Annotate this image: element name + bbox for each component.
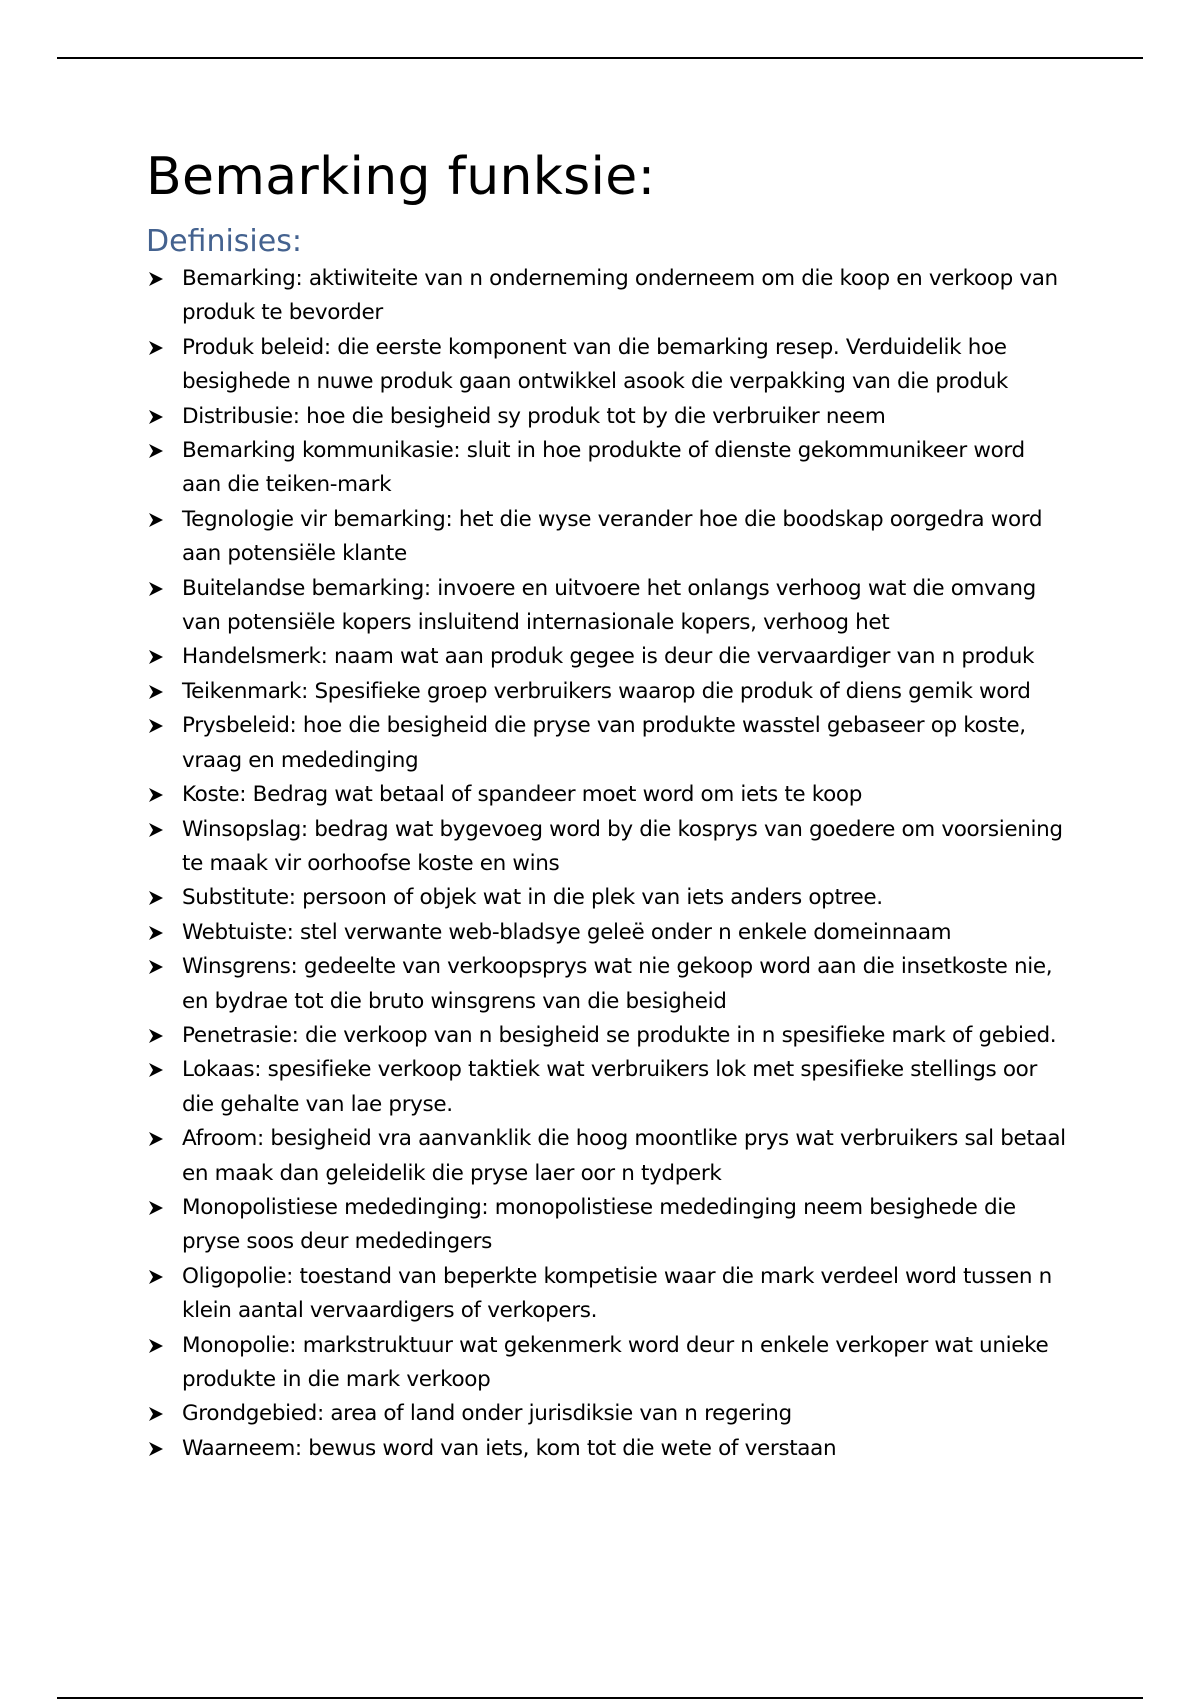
arrowhead-bullet-icon [146, 1053, 166, 1087]
page-title: Bemarking funksie: [146, 147, 656, 207]
definition-text: Distribusie: hoe die besigheid sy produk tot by die verbruiker neem [182, 403, 886, 429]
arrowhead-bullet-icon [146, 1019, 166, 1053]
definitions-list [146, 262, 1066, 1466]
definition-item [146, 1329, 1066, 1398]
definition-text: Teikenmark: Spesifieke groep verbruikers waarop die produk of diens gemik word [182, 678, 1031, 704]
definition-text: Penetrasie: die verkoop van n besigheid se produkte in n spesifieke mark of gebied. [182, 1022, 1057, 1048]
definition-item [146, 709, 1066, 778]
arrowhead-bullet-icon [146, 675, 166, 709]
definition-text: Oligopolie: toestand van beperkte kompetisie waar die mark verdeel word tussen n klein aantal vervaardigers of verkopers. [182, 1263, 1052, 1324]
definition-item [146, 1432, 1066, 1466]
top-rule [57, 57, 1143, 59]
arrowhead-bullet-icon [146, 1260, 166, 1294]
definition-item [146, 675, 1066, 709]
arrowhead-bullet-icon [146, 262, 166, 296]
arrowhead-bullet-icon [146, 1122, 166, 1156]
definition-text: Monopolie: markstruktuur wat gekenmerk word deur n enkele verkoper wat unieke produkte in die mark verkoop [182, 1332, 1049, 1392]
arrowhead-bullet-icon [146, 1191, 166, 1225]
arrowhead-bullet-icon [146, 1397, 166, 1431]
definition-item [146, 262, 1066, 331]
definition-text: Waarneem: bewus word van iets, kom tot die wete of verstaan [182, 1435, 837, 1461]
definition-item [146, 400, 1066, 434]
arrowhead-bullet-icon [146, 434, 166, 468]
definition-text: Substitute: persoon of objek wat in die plek van iets anders optree. [182, 885, 883, 911]
definition-item [146, 950, 1066, 1019]
definition-item [146, 503, 1066, 572]
arrowhead-bullet-icon [146, 950, 166, 984]
definition-item [146, 331, 1066, 400]
arrowhead-bullet-icon [146, 709, 166, 743]
definition-item [146, 813, 1066, 882]
definition-text: Tegnologie vir bemarking: het die wyse verander hoe die boodskap oorgedra word aan potensiële klante [182, 506, 1043, 567]
definition-item [146, 916, 1066, 950]
arrowhead-bullet-icon [146, 778, 166, 812]
definition-item [146, 434, 1066, 503]
definition-item [146, 572, 1066, 641]
definition-text: Produk beleid: die eerste komponent van die bemarking resep. Verduidelik hoe besighede n nuwe produk gaan ontwikkel asook die verpakking van die produk [182, 334, 1009, 395]
definition-text: Handelsmerk: naam wat aan produk gegee is deur die vervaardiger van n produk [182, 644, 1035, 670]
definition-text: Bemarking: aktiwiteite van n onderneming onderneem om die koop en verkoop van produk te bevorder [182, 266, 1058, 326]
definition-item [146, 1191, 1066, 1260]
definition-text: Buitelandse bemarking: invoere en uitvoere het onlangs verhoog wat die omvang van potensiële kopers insluitend internasionale kopers, verhoog het [182, 575, 1036, 636]
arrowhead-bullet-icon [146, 640, 166, 674]
definition-item [146, 640, 1066, 674]
definition-item [146, 1122, 1066, 1191]
definition-item [146, 778, 1066, 812]
definition-text: Lokaas: spesifieke verkoop taktiek wat verbruikers lok met spesifieke stellings oor die gehalte van lae pryse. [182, 1057, 1037, 1117]
arrowhead-bullet-icon [146, 503, 166, 537]
definition-text: Bemarking kommunikasie: sluit in hoe produkte of dienste gekommunikeer word aan die teiken-mark [182, 438, 1025, 498]
section-heading: Definisies: [146, 224, 302, 259]
definition-item [146, 1053, 1066, 1122]
arrowhead-bullet-icon [146, 1432, 166, 1466]
definition-text: Afroom: besigheid vra aanvanklik die hoog moontlike prys wat verbruikers sal betaal en maak dan geleidelik die pryse laer oor n tydperk [182, 1126, 1066, 1186]
definition-item [146, 1260, 1066, 1329]
definition-item [146, 881, 1066, 915]
arrowhead-bullet-icon [146, 881, 166, 915]
arrowhead-bullet-icon [146, 572, 166, 606]
arrowhead-bullet-icon [146, 400, 166, 434]
definition-text: Winsopslag: bedrag wat bygevoeg word by die kosprys van goedere om voorsiening te maak vir oorhoofse koste en wins [182, 816, 1063, 876]
bottom-rule [57, 1697, 1143, 1699]
arrowhead-bullet-icon [146, 331, 166, 365]
definition-text: Grondgebied: area of land onder jurisdiksie van n regering [182, 1401, 792, 1427]
definition-text: Webtuiste: stel verwante web-bladsye geleë onder n enkele domeinnaam [182, 919, 952, 945]
definition-text: Prysbeleid: hoe die besigheid die pryse van produkte wasstel gebaseer op koste, vraag en mededinging [182, 713, 1026, 773]
definition-text: Winsgrens: gedeelte van verkoopsprys wat nie gekoop word aan die insetkoste nie, en bydrae tot die bruto winsgrens van die besigheid [182, 954, 1053, 1014]
arrowhead-bullet-icon [146, 1329, 166, 1363]
definition-item [146, 1397, 1066, 1431]
document-body [146, 140, 1066, 1466]
definition-text: Monopolistiese mededinging: monopolistiese mededinging neem besighede die pryse soos deur mededingers [182, 1194, 1016, 1255]
arrowhead-bullet-icon [146, 916, 166, 950]
arrowhead-bullet-icon [146, 813, 166, 847]
definition-text: Koste: Bedrag wat betaal of spandeer moet word om iets te koop [182, 782, 863, 808]
definition-item [146, 1019, 1066, 1053]
